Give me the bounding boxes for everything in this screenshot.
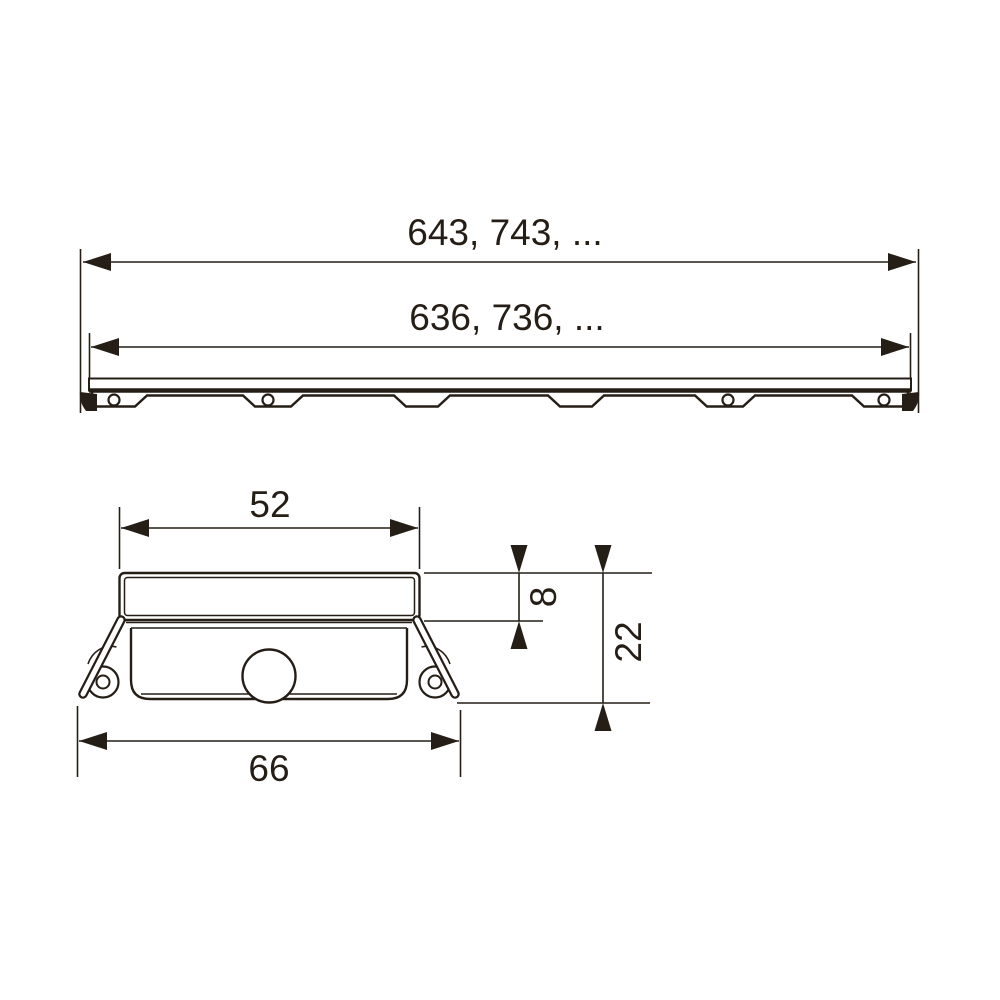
dimension-cover-width <box>120 484 420 569</box>
cover-cap <box>120 573 420 628</box>
overall-width-label: 66 <box>248 748 290 789</box>
arrow-left-icon <box>79 732 107 750</box>
top-view <box>80 212 919 413</box>
arrow-left-icon <box>83 253 111 271</box>
arrow-right-icon <box>888 253 916 271</box>
cap-height-label: 8 <box>523 586 564 608</box>
clip-eyelet-inner <box>429 676 442 689</box>
dimension-cover-length <box>90 297 911 378</box>
channel-body <box>131 628 407 703</box>
arrow-left-icon <box>91 338 119 356</box>
rail-hole <box>723 395 734 406</box>
clip-eyelet-inner <box>97 676 110 689</box>
arrow-right-icon <box>881 338 909 356</box>
overall-length-label: 643, 743, ... <box>407 212 603 253</box>
total-height-label: 22 <box>608 621 649 663</box>
drain-hole <box>243 650 296 703</box>
support-rail <box>92 392 908 407</box>
spring-clip-right <box>417 620 455 698</box>
rail-hole <box>109 395 120 406</box>
arrow-left-icon <box>121 519 149 537</box>
arrow-down-icon <box>595 545 612 573</box>
arrow-right-icon <box>431 732 459 750</box>
rail-hole <box>879 395 890 406</box>
end-clamp-right <box>902 392 919 411</box>
grate-profile <box>80 379 919 412</box>
end-clamp-left <box>80 392 97 411</box>
arrow-up-icon <box>511 621 528 649</box>
dimension-overall-width <box>78 706 461 789</box>
arrow-down-icon <box>511 545 528 573</box>
cover-width-label: 52 <box>249 484 291 525</box>
section-view <box>78 484 653 789</box>
arrow-up-icon <box>595 703 612 731</box>
spring-clip-left <box>83 620 121 698</box>
cover-cap-outer <box>120 573 420 620</box>
rail-hole <box>263 395 274 406</box>
cover-length-label: 636, 736, ... <box>409 297 605 338</box>
arrow-right-icon <box>390 519 418 537</box>
